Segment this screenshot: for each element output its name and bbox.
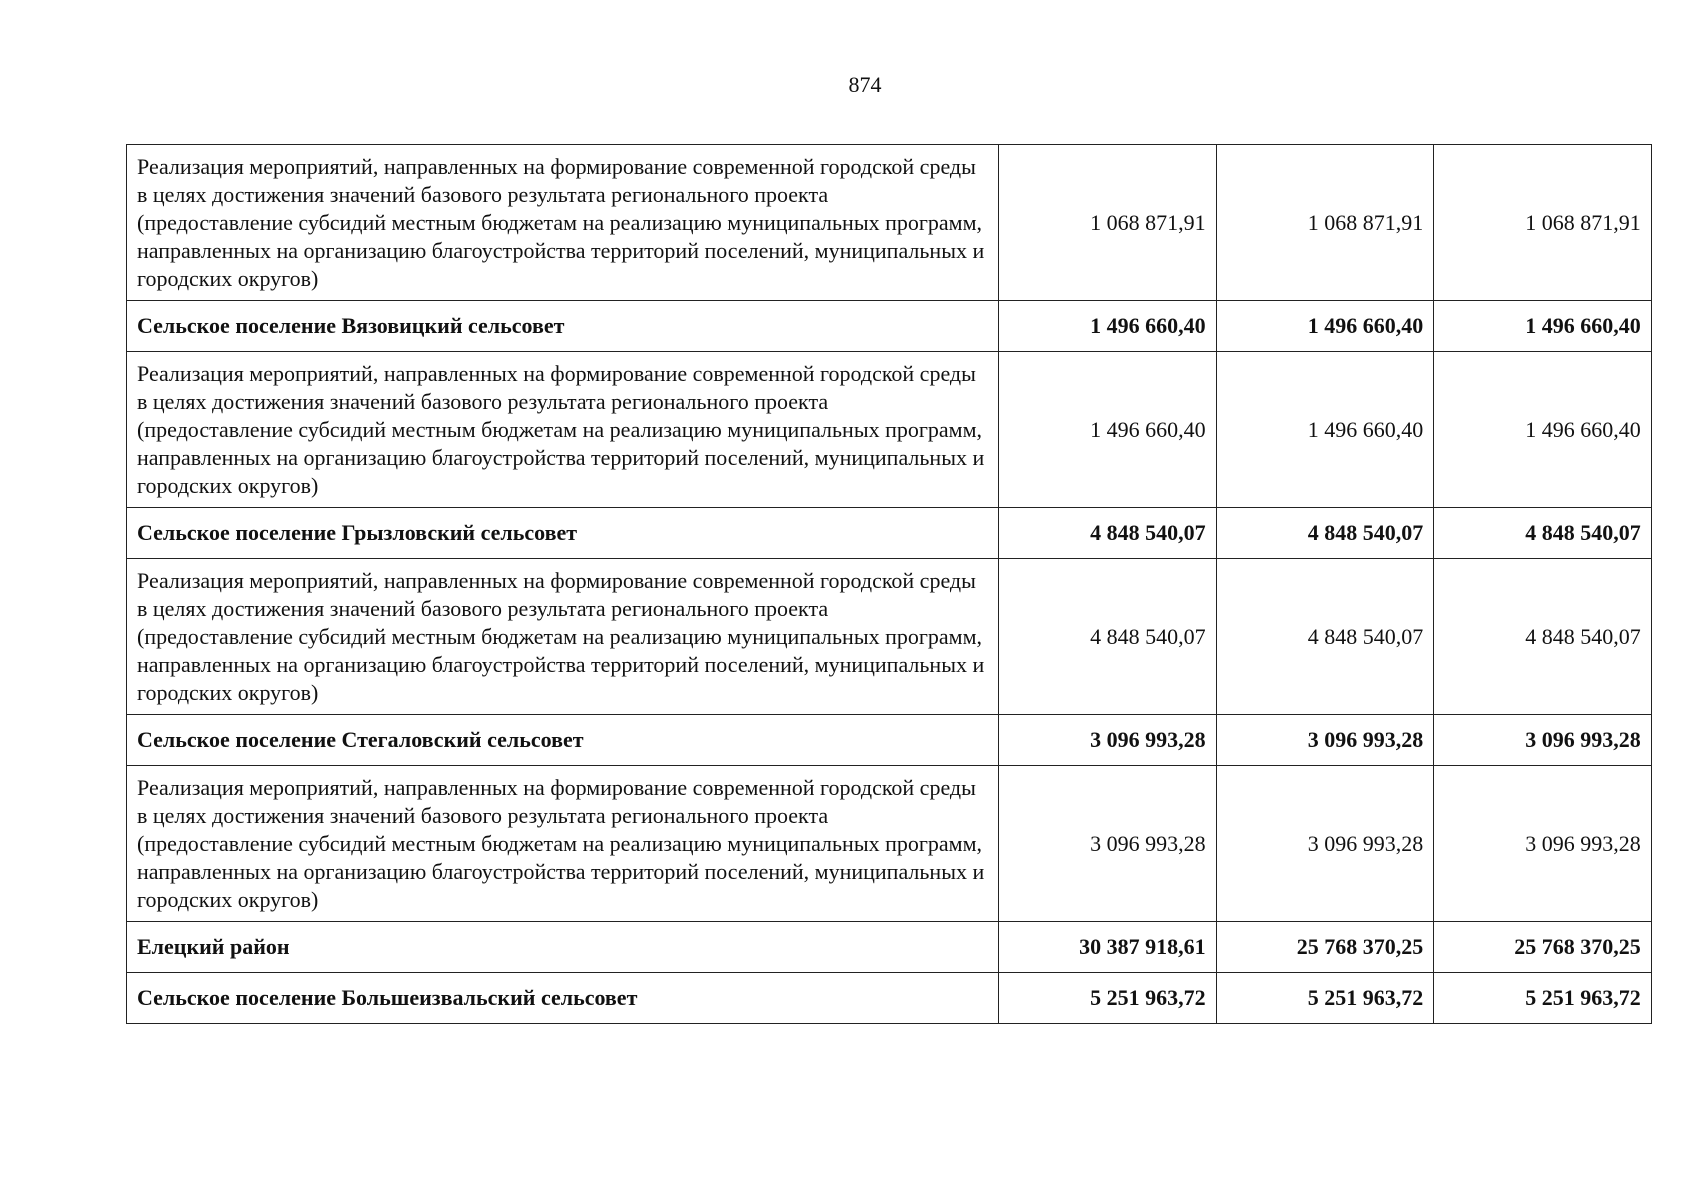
amount-cell: 1 496 660,40: [1434, 301, 1652, 352]
amount-cell: 4 848 540,07: [1434, 559, 1652, 715]
settlement-name: Сельское поселение Вязовицкий сельсовет: [127, 301, 999, 352]
row-description: Реализация мероприятий, направленных на формирование современной городской среды в целях достижения значений базового результата регионального проекта (предоставление субсидий местным бюджетам на реализацию муниципальных программ, направленных на организацию благоустройства территорий поселений, муниципальных и городских округов): [127, 352, 999, 508]
table-row: [127, 559, 1652, 715]
amount-cell: 3 096 993,28: [1216, 715, 1434, 766]
amount-cell: 3 096 993,28: [999, 766, 1217, 922]
amount-cell: 3 096 993,28: [1216, 766, 1434, 922]
amount-cell: 25 768 370,25: [1434, 922, 1652, 973]
settlement-name: Сельское поселение Большеизвальский сельсовет: [127, 973, 999, 1024]
amount-cell: 1 068 871,91: [999, 145, 1217, 301]
amount-cell: 4 848 540,07: [999, 508, 1217, 559]
table-row: [127, 145, 1652, 301]
amount-cell: 30 387 918,61: [999, 922, 1217, 973]
budget-table: [126, 144, 1652, 1024]
table-row: [127, 766, 1652, 922]
amount-cell: 1 068 871,91: [1434, 145, 1652, 301]
amount-cell: 4 848 540,07: [1216, 559, 1434, 715]
district-name: Елецкий район: [127, 922, 999, 973]
amount-cell: 4 848 540,07: [1434, 508, 1652, 559]
amount-cell: 1 496 660,40: [1434, 352, 1652, 508]
amount-cell: 1 496 660,40: [1216, 301, 1434, 352]
amount-cell: 5 251 963,72: [1434, 973, 1652, 1024]
amount-cell: 1 496 660,40: [999, 301, 1217, 352]
table-row: [127, 352, 1652, 508]
table-row: [127, 301, 1652, 352]
amount-cell: 3 096 993,28: [1434, 715, 1652, 766]
amount-cell: 1 496 660,40: [1216, 352, 1434, 508]
amount-cell: 3 096 993,28: [999, 715, 1217, 766]
amount-cell: 4 848 540,07: [1216, 508, 1434, 559]
settlement-name: Сельское поселение Грызловский сельсовет: [127, 508, 999, 559]
amount-cell: 25 768 370,25: [1216, 922, 1434, 973]
row-description: Реализация мероприятий, направленных на формирование современной городской среды в целях достижения значений базового результата регионального проекта (предоставление субсидий местным бюджетам на реализацию муниципальных программ, направленных на организацию благоустройства территорий поселений, муниципальных и городских округов): [127, 145, 999, 301]
table-row: [127, 508, 1652, 559]
amount-cell: 3 096 993,28: [1434, 766, 1652, 922]
settlement-name: Сельское поселение Стегаловский сельсовет: [127, 715, 999, 766]
table-row: [127, 973, 1652, 1024]
table-row: [127, 715, 1652, 766]
table-row: [127, 922, 1652, 973]
amount-cell: 4 848 540,07: [999, 559, 1217, 715]
row-description: Реализация мероприятий, направленных на формирование современной городской среды в целях достижения значений базового результата регионального проекта (предоставление субсидий местным бюджетам на реализацию муниципальных программ, направленных на организацию благоустройства территорий поселений, муниципальных и городских округов): [127, 559, 999, 715]
amount-cell: 5 251 963,72: [1216, 973, 1434, 1024]
amount-cell: 1 496 660,40: [999, 352, 1217, 508]
page-number: 874: [848, 72, 882, 97]
amount-cell: 5 251 963,72: [999, 973, 1217, 1024]
amount-cell: 1 068 871,91: [1216, 145, 1434, 301]
row-description: Реализация мероприятий, направленных на формирование современной городской среды в целях достижения значений базового результата регионального проекта (предоставление субсидий местным бюджетам на реализацию муниципальных программ, направленных на организацию благоустройства территорий поселений, муниципальных и городских округов): [127, 766, 999, 922]
